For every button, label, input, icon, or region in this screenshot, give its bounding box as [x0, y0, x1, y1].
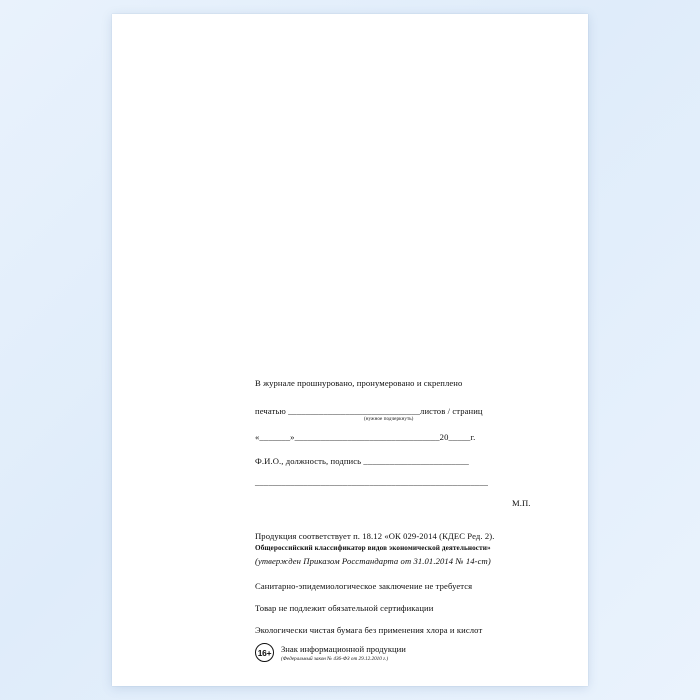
journal-line-2: печатью ______________________________листов / страниц	[255, 406, 483, 416]
journal-date-line: «_______»_________________________________20_____г.	[255, 432, 476, 442]
journal-blank-line: _____________________________________________________	[255, 477, 489, 487]
compliance-line-3: (утвержден Приказом Росстандарта от 31.01.2014 № 14-ст)	[255, 556, 491, 566]
compliance-line-2: Общероссийский классификатор видов экономической деятельности»	[255, 544, 491, 552]
certification-line: Товар не подлежит обязательной сертификации	[255, 603, 434, 613]
eco-paper-line: Экологически чистая бумага без применения хлора и кислот	[255, 625, 483, 635]
journal-underline-note: (нужное подчеркнуть)	[364, 416, 414, 422]
sanitary-conclusion-line: Санитарно-эпидемиологическое заключение не требуется	[255, 581, 473, 591]
compliance-line-1: Продукция соответствует п. 18.12 «ОК 029-2014 (КДЕС Ред. 2).	[255, 531, 495, 541]
page-content	[112, 14, 588, 686]
stamp-place-mark: М.П.	[512, 498, 531, 508]
age-rating-badge-icon: 16+	[255, 643, 274, 662]
document-page	[112, 14, 588, 686]
age-badge-law: (Федеральный закон № 436-ФЗ от 29.12.2010 г.)	[281, 656, 389, 662]
age-badge-caption	[281, 644, 406, 662]
journal-signature-line: Ф.И.О., должность, подпись ________________________	[255, 456, 469, 466]
age-badge-row	[255, 642, 585, 666]
journal-line-1: В журнале прошнуровано, пронумеровано и скреплено	[255, 378, 463, 388]
age-badge-title: Знак информационной продукции	[281, 644, 406, 654]
